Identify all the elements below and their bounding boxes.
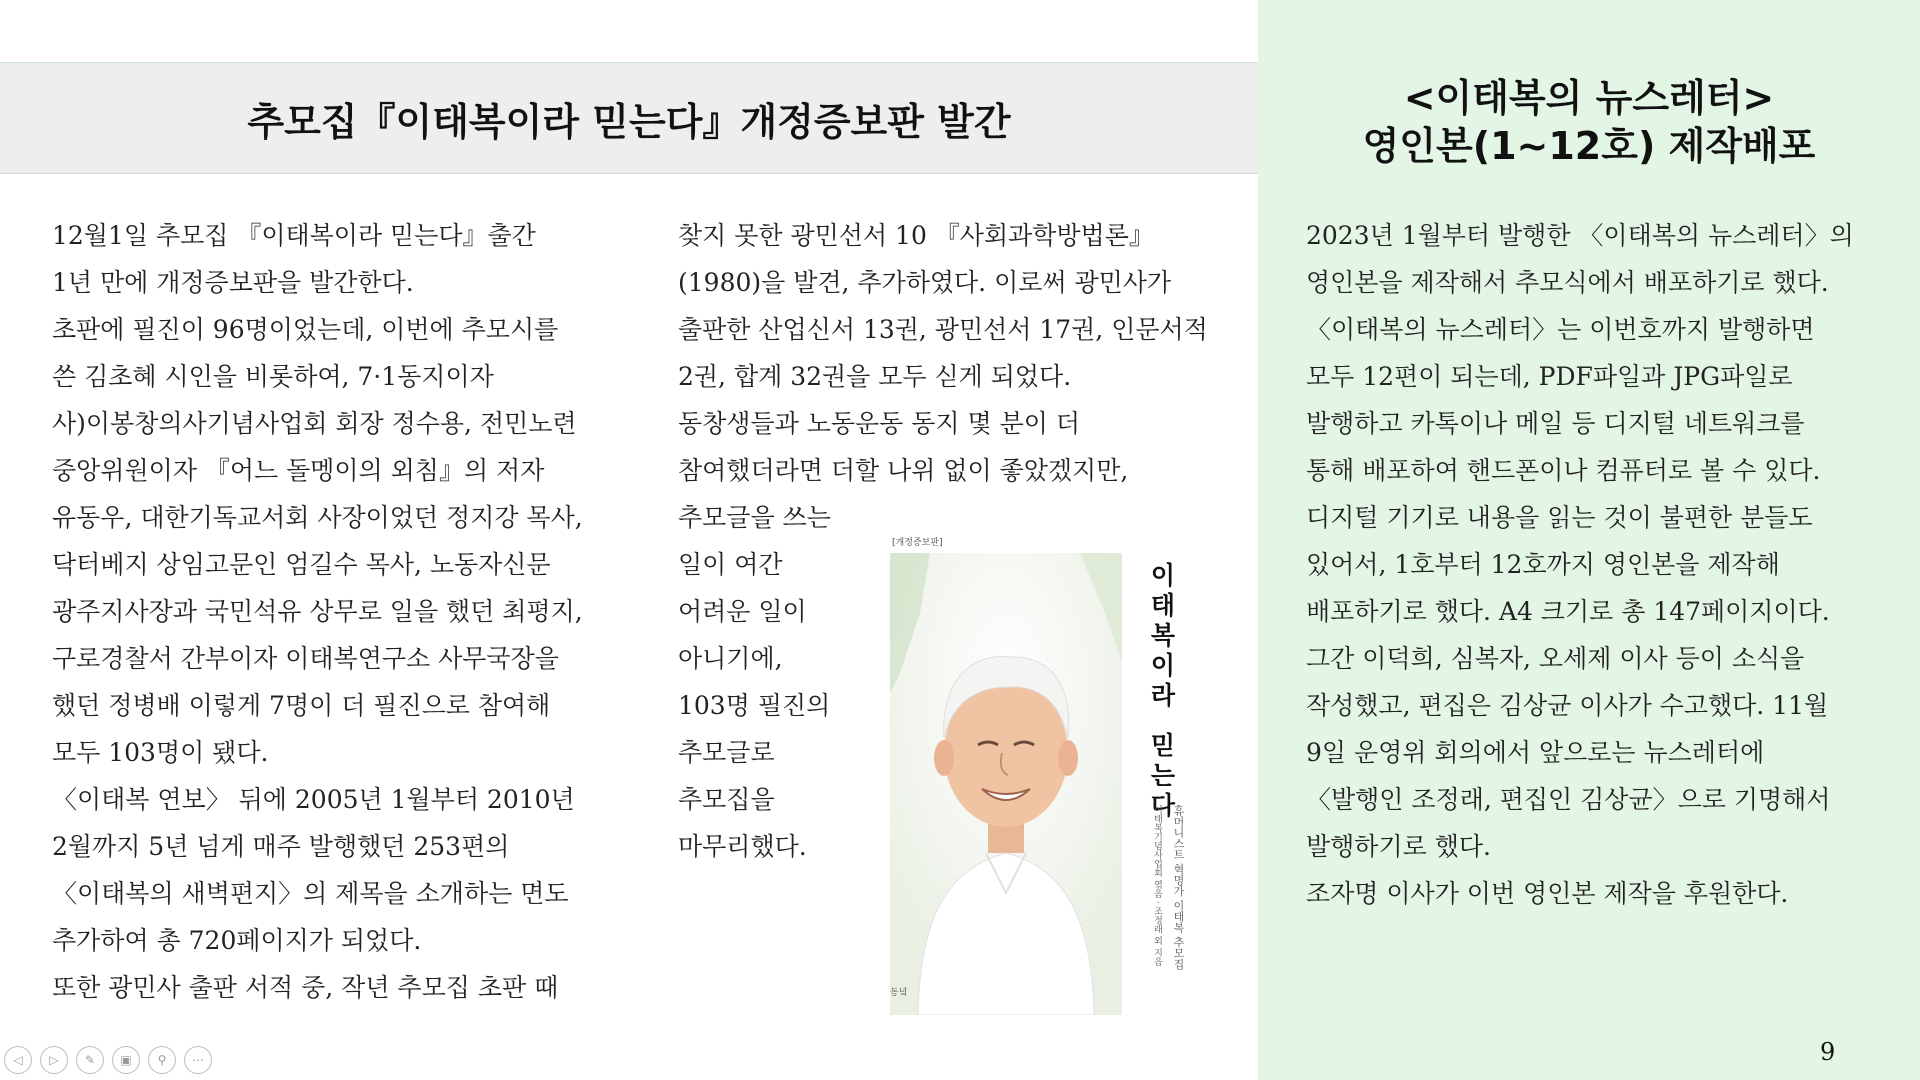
left-article-header: [0, 62, 1258, 174]
book-title-space: [1148, 711, 1178, 731]
text-line: 했던 정병배 이렇게 7명이 더 필진으로 참여해: [52, 691, 551, 720]
book-title-char: 라: [1150, 681, 1176, 710]
text-line: 쓴 김초혜 시인을 비롯하여, 7·1동지이자: [52, 362, 494, 391]
text-line: 1년 만에 개정증보판을 발간한다.: [52, 268, 414, 297]
text-line: 추가하여 총 720페이지가 되었다.: [52, 926, 422, 955]
text-line: 광주지사장과 국민석유 상무로 일을 했던 최평지,: [52, 597, 583, 626]
text-line: 발행하고 카톡이나 메일 등 디지털 네트워크를: [1306, 409, 1805, 438]
text-line: 9일 운영위 회의에서 앞으로는 뉴스레터에: [1306, 738, 1765, 767]
zoom-icon[interactable]: ⚲: [148, 1046, 176, 1074]
text-line: 영인본을 제작해서 추모식에서 배포하기로 했다.: [1306, 268, 1829, 297]
book-vertical-title: [1148, 561, 1178, 821]
text-line: 또한 광민사 출판 서적 중, 작년 추모집 초판 때: [52, 973, 559, 1002]
text-line: 모두 103명이 됐다.: [52, 738, 269, 767]
text-line: 통해 배포하여 핸드폰이나 컴퓨터로 볼 수 있다.: [1306, 456, 1821, 485]
text-line: 어려운 일이: [678, 597, 807, 626]
text-line: 조자명 이사가 이번 영인본 제작을 후원한다.: [1306, 879, 1789, 908]
page-number: 9: [1820, 1038, 1836, 1066]
book-title-char: 다: [1150, 791, 1176, 820]
text-line: 찾지 못한 광민선서 10 『사회과학방법론』: [678, 221, 1154, 250]
book-edition-label: [개정증보판]: [892, 538, 943, 548]
book-title-char: 이: [1150, 561, 1176, 590]
left-article-column-1: [52, 212, 642, 1011]
book-title-char: 이: [1150, 651, 1176, 680]
text-line: 출판한 산업신서 13권, 광민선서 17권, 인문서적: [678, 315, 1208, 344]
right-article-body: [1306, 212, 1906, 917]
text-line: 추모글로: [678, 738, 775, 767]
pen-icon[interactable]: ✎: [76, 1046, 104, 1074]
slide-controls-toolbar: [4, 1046, 212, 1074]
book-cover-image: [890, 535, 1210, 1015]
text-line: 2월까지 5년 넘게 매주 발행했던 253편의: [52, 832, 510, 861]
book-title-char: 는: [1150, 761, 1176, 790]
book-title-char: 태: [1150, 591, 1176, 620]
text-line: 배포하기로 했다. A4 크기로 총 147페이지이다.: [1306, 597, 1830, 626]
text-line: 2권, 합계 32권을 모두 싣게 되었다.: [678, 362, 1072, 391]
text-line: 유동우, 대한기독교서회 사장이었던 정지강 목사,: [52, 503, 583, 532]
right-article-title: [1258, 74, 1920, 170]
book-authors: 이태복기념사업회 엮음 · 조정래 외 지음: [1152, 805, 1162, 967]
text-line: 〈발행인 조정래, 편집인 김상균〉으로 기명해서: [1306, 785, 1831, 814]
slides-overview-icon[interactable]: ▣: [112, 1046, 140, 1074]
right-title-line2: 영인본(1~12호) 제작배포: [1362, 124, 1816, 168]
next-slide-icon[interactable]: ▷: [40, 1046, 68, 1074]
text-line: 그간 이덕희, 심복자, 오세제 이사 등이 소식을: [1306, 644, 1805, 673]
text-line: 모두 12편이 되는데, PDF파일과 JPG파일로: [1306, 362, 1793, 391]
book-title-char: 믿: [1150, 731, 1176, 760]
left-article-title: 추모집『이태복이라 믿는다』개정증보판 발간: [247, 99, 1011, 144]
text-line: 12월1일 추모집 『이태복이라 믿는다』출간: [52, 221, 536, 250]
text-line: 초판에 필진이 96명이었는데, 이번에 추모시를: [52, 315, 559, 344]
text-line: 〈이태복의 새벽편지〉의 제목을 소개하는 면도: [52, 879, 569, 908]
book-publisher: 동녘: [890, 988, 908, 998]
text-line: 추모집을: [678, 785, 775, 814]
text-line: 작성했고, 편집은 김상균 이사가 수고했다. 11월: [1306, 691, 1829, 720]
text-line: 닥터베지 상임고문인 엄길수 목사, 노동자신문: [52, 550, 551, 579]
previous-slide-icon[interactable]: ◁: [4, 1046, 32, 1074]
text-line: 103명 필진의: [678, 691, 831, 720]
text-line: 발행하기로 했다.: [1306, 832, 1491, 861]
text-line: 〈이태복의 뉴스레터〉는 이번호까지 발행하면: [1306, 315, 1815, 344]
text-line: 〈이태복 연보〉 뒤에 2005년 1월부터 2010년: [52, 785, 575, 814]
text-line: 동창생들과 노동운동 동지 몇 분이 더: [678, 409, 1080, 438]
text-line: 참여했더라면 더할 나위 없이 좋았겠지만,: [678, 456, 1129, 485]
text-line: 구로경찰서 간부이자 이태복연구소 사무국장을: [52, 644, 559, 673]
book-title-char: 복: [1150, 621, 1176, 650]
more-options-icon[interactable]: ⋯: [184, 1046, 212, 1074]
text-line: 아니기에,: [678, 644, 783, 673]
text-line: (1980)을 발견, 추가하였다. 이로써 광민사가: [678, 268, 1172, 297]
text-line: 마무리했다.: [678, 832, 807, 861]
text-line: 일이 여간: [678, 550, 783, 579]
portrait-illustration: [890, 553, 1122, 1015]
text-line: 중앙위원이자 『어느 돌멩이의 외침』의 저자: [52, 456, 545, 485]
text-line: 있어서, 1호부터 12호까지 영인본을 제작해: [1306, 550, 1780, 579]
text-line: 디지털 기기로 내용을 읽는 것이 불편한 분들도: [1306, 503, 1813, 532]
book-portrait-photo: [890, 553, 1122, 1015]
book-subtitle: 휴머니스트 혁명가 이태복 추모집: [1172, 805, 1185, 970]
text-line: 2023년 1월부터 발행한 〈이태복의 뉴스레터〉의: [1306, 221, 1854, 250]
text-line: 추모글을 쓰는: [678, 503, 831, 532]
right-title-line1: <이태복의 뉴스레터>: [1403, 76, 1775, 120]
text-line: 사)이봉창의사기념사업회 회장 정수용, 전민노련: [52, 409, 577, 438]
